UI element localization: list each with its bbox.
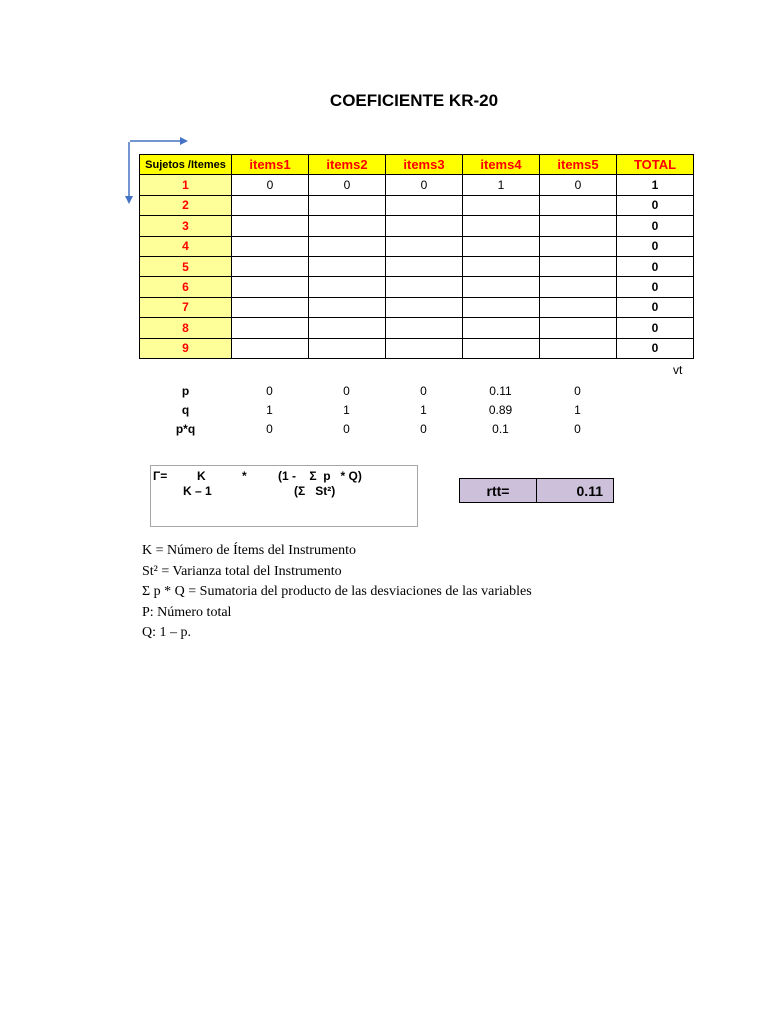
table-cell [232,236,309,256]
table-cell [232,195,309,215]
stats-label: p [181,383,190,398]
table-cell [309,277,386,297]
total-cell: 0 [617,236,694,256]
table-cell [386,338,463,358]
table-cell [540,256,617,276]
stats-value: 1 [420,403,427,418]
formula-k-minus-one: K – 1 [183,484,212,498]
stats-label: q [181,403,190,418]
stats-value: 0 [420,422,427,437]
table-cell [232,297,309,317]
stats-value: 0 [343,383,350,398]
table-cell: 0 [386,175,463,195]
kr20-formula-box [150,465,418,527]
table-cell [232,216,309,236]
subject-number-cell: 1 [140,175,232,195]
total-cell: 0 [617,195,694,215]
table-cell: 0 [309,175,386,195]
formula-denominator: (Σ St²) [294,484,336,498]
subject-number-cell: 9 [140,338,232,358]
formula-numerator: (1 - Σ p * Q) [278,469,362,483]
header-items5: items5 [540,155,617,175]
subject-number-cell: 5 [140,256,232,276]
table-cell: 1 [463,175,540,195]
stats-row-p [140,381,616,400]
legend-line: Q: 1 – p. [142,625,191,641]
table-cell [463,216,540,236]
table-cell [540,195,617,215]
table-cell [540,277,617,297]
table-cell [540,216,617,236]
table-cell [540,318,617,338]
item-statistics [140,381,616,439]
stats-value: 1 [574,403,581,418]
table-cell [540,338,617,358]
stats-value: 0 [574,422,581,437]
table-row [140,195,694,215]
total-cell: 0 [617,216,694,236]
rtt-label: rtt= [460,479,537,502]
table-cell [309,318,386,338]
rtt-value: 0.11 [537,479,613,502]
table-cell: 0 [540,175,617,195]
stats-row-pq [140,420,616,439]
table-cell [463,256,540,276]
table-cell [540,236,617,256]
vt-label: vt [673,363,683,377]
stats-row-q [140,400,616,419]
table-cell [232,277,309,297]
table-row [140,338,694,358]
table-cell [386,318,463,338]
legend-line: Σ p * Q = Sumatoria del producto de las desviaciones de las variables [142,584,532,600]
table-header-row [140,155,694,175]
formula-legend [142,541,532,644]
subject-number-cell: 8 [140,318,232,338]
stats-value: 1 [343,403,350,418]
table-cell [309,338,386,358]
total-cell: 0 [617,338,694,358]
table-cell: 0 [232,175,309,195]
total-cell: 0 [617,256,694,276]
stats-value: 0.1 [492,422,509,437]
page-title: COEFICIENTE KR-20 [329,91,499,110]
table-cell [463,195,540,215]
header-subjects: Sujetos /Itemes [140,155,232,175]
table-row [140,216,694,236]
stats-value: 0 [266,383,273,398]
formula-times: * [242,469,247,483]
stats-value: 0 [420,383,427,398]
stats-label: p*q [175,422,196,437]
table-cell [386,277,463,297]
table-cell [463,277,540,297]
header-items4: items4 [463,155,540,175]
table-row [140,318,694,338]
rtt-result [459,478,614,503]
table-cell [386,297,463,317]
table-row [140,277,694,297]
table-cell [540,297,617,317]
table-cell [463,297,540,317]
total-cell: 0 [617,277,694,297]
table-cell [463,236,540,256]
total-cell: 0 [617,297,694,317]
stats-value: 0 [574,383,581,398]
table-cell [386,195,463,215]
stats-value: 1 [266,403,273,418]
subject-number-cell: 7 [140,297,232,317]
table-cell [309,256,386,276]
header-items2: items2 [309,155,386,175]
table-cell [309,216,386,236]
legend-line: K = Número de Ítems del Instrumento [142,543,356,558]
header-total: TOTAL [617,155,694,175]
stats-value: 0.89 [488,403,513,418]
table-cell [463,338,540,358]
table-row [140,256,694,276]
formula-k: K [197,469,206,483]
table-cell [309,195,386,215]
table-cell [386,216,463,236]
stats-value: 0 [266,422,273,437]
legend-line: P: Número total [142,604,232,620]
formula-r-symbol: Γ= [153,469,168,483]
stats-value: 0.11 [489,383,512,398]
table-row [140,175,694,195]
table-cell [386,256,463,276]
table-cell [232,318,309,338]
stats-value: 0 [343,422,350,437]
table-cell [463,318,540,338]
table-cell [232,338,309,358]
subject-number-cell: 6 [140,277,232,297]
table-cell [309,236,386,256]
table-row [140,236,694,256]
legend-line: St² = Varianza total del Instrumento [142,563,342,579]
table-cell [309,297,386,317]
subject-number-cell: 3 [140,216,232,236]
table-row [140,297,694,317]
kr20-data-table [139,154,694,359]
total-cell: 1 [617,175,694,195]
header-items1: items1 [232,155,309,175]
total-cell: 0 [617,318,694,338]
subject-number-cell: 4 [140,236,232,256]
subject-number-cell: 2 [140,195,232,215]
header-items3: items3 [386,155,463,175]
table-cell [386,236,463,256]
table-cell [232,256,309,276]
